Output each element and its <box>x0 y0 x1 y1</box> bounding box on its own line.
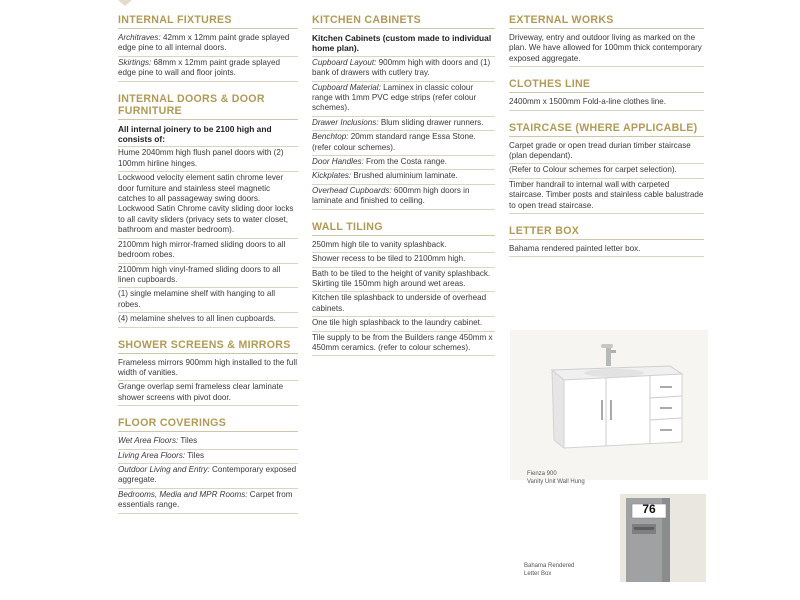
spec-row: Lockwood velocity element satin chrome lever door furniture and stainless steel magnetic catches to all passageway swing doors. Lockwood Satin Chrome cavity sliding door locks to all cavity sliders (privacy sets to water closet, bathroom and master bedroom). <box>118 172 298 238</box>
spec-row: Cupboard Layout: 900mm high with doors and (1) bank of drawers with cutlery tray. <box>312 57 495 82</box>
section-shower-screens <box>118 339 298 407</box>
section-internal-fixtures <box>118 14 298 82</box>
spec-row: (4) melamine shelves to all linen cupboards. <box>118 313 298 327</box>
section-floor-coverings <box>118 417 298 513</box>
section-title: CLOTHES LINE <box>509 78 704 93</box>
spec-row: Timber handrail to internal wall with carpeted staircase. Timber posts and stainless cable balustrade to open tread staircase. <box>509 179 704 214</box>
section-title: SHOWER SCREENS & MIRRORS <box>118 339 298 354</box>
spec-row: Grange overlap semi frameless clear laminate shower screens with pivot door. <box>118 381 298 406</box>
section-clothes-line <box>509 78 704 110</box>
spec-row: Drawer Inclusions: Blum sliding drawer runners. <box>312 117 495 131</box>
spec-row: 2400mm x 1500mm Fold-a-line clothes line. <box>509 96 704 110</box>
spec-row: Benchtop: 20mm standard range Essa Stone. (refer colour schemes). <box>312 131 495 156</box>
spec-row: 2100mm high mirror-framed sliding doors to all bedroom robes. <box>118 239 298 264</box>
column-middle <box>312 14 495 367</box>
section-staircase <box>509 122 704 214</box>
spec-row: Wet Area Floors: Tiles <box>118 435 298 449</box>
section-title: STAIRCASE (WHERE APPLICABLE) <box>509 122 704 137</box>
vanity-caption: Fienza 900 Vanity Unit Wall Hung <box>527 471 585 485</box>
section-title: FLOOR COVERINGS <box>118 417 298 432</box>
spec-row: Outdoor Living and Entry: Contemporary exposed aggregate. <box>118 464 298 489</box>
column-right <box>509 14 704 268</box>
spec-row: Door Handles: From the Costa range. <box>312 156 495 170</box>
spec-row: 2100mm high vinyl-framed sliding doors to all linen cupboards. <box>118 264 298 289</box>
spec-row: Bath to be tiled to the height of vanity splashback. Skirting tile 150mm high around wet areas. <box>312 268 495 293</box>
letterbox-image <box>620 494 706 582</box>
corner-mark-icon <box>118 0 132 6</box>
section-title: INTERNAL FIXTURES <box>118 14 298 29</box>
spec-row: Bedrooms, Media and MPR Rooms: Carpet from essentials range. <box>118 489 298 514</box>
spec-row: One tile high splashback to the laundry cabinet. <box>312 317 495 331</box>
spec-row: (1) single melamine shelf with hanging to all robes. <box>118 288 298 313</box>
section-title: KITCHEN CABINETS <box>312 14 495 29</box>
spec-row: Overhead Cupboards: 600mm high doors in laminate and finished to ceiling. <box>312 185 495 210</box>
section-letter-box <box>509 225 704 257</box>
spec-row: Shower recess to be tiled to 2100mm high. <box>312 253 495 267</box>
column-left <box>118 14 298 525</box>
section-title: WALL TILING <box>312 221 495 236</box>
spec-row: Kitchen tile splashback to underside of overhead cabinets. <box>312 292 495 317</box>
spec-row: 250mm high tile to vanity splashback. <box>312 239 495 253</box>
spec-row: Tile supply to be from the Builders range 450mm x 450mm ceramics. (refer to colour schemes). <box>312 332 495 357</box>
spec-row: Bahama rendered painted letter box. <box>509 243 704 257</box>
spec-row: Cupboard Material: Laminex in classic colour range with 1mm PVC edge strips (refer colour schemes). <box>312 82 495 117</box>
vanity-unit-icon <box>510 330 708 480</box>
section-title: LETTER BOX <box>509 225 704 240</box>
letterbox-number: 76 <box>642 502 656 516</box>
section-internal-doors <box>118 93 298 328</box>
section-title: EXTERNAL WORKS <box>509 14 704 29</box>
section-intro: Kitchen Cabinets (custom made to individual home plan). <box>312 32 495 57</box>
section-title: INTERNAL DOORS & DOOR FURNITURE <box>118 93 298 120</box>
spec-row: Driveway, entry and outdoor living as marked on the plan. We have allowed for 100mm thick contemporary exposed aggregate. <box>509 32 704 67</box>
section-intro: All internal joinery to be 2100 high and consists of: <box>118 123 298 148</box>
spec-row: Kickplates: Brushed aluminium laminate. <box>312 170 495 184</box>
letterbox-caption: Bahama Rendered Letter Box <box>524 563 575 577</box>
spec-row: Carpet grade or open tread durian timber staircase (plan dependant). <box>509 140 704 165</box>
spec-row: Hume 2040mm high flush panel doors with (2) 100mm hirline hinges. <box>118 147 298 172</box>
spec-row: Living Area Floors: Tiles <box>118 450 298 464</box>
spec-row: Architraves: 42mm x 12mm paint grade splayed edge pine to all internal doors. <box>118 32 298 57</box>
vanity-image <box>510 330 708 480</box>
spec-row: Frameless mirrors 900mm high installed to the full width of vanities. <box>118 357 298 382</box>
section-wall-tiling <box>312 221 495 357</box>
section-external-works <box>509 14 704 67</box>
section-kitchen-cabinets <box>312 14 495 210</box>
spec-row: (Refer to Colour schemes for carpet selection). <box>509 164 704 178</box>
spec-row: Skirtings: 68mm x 12mm paint grade splayed edge pine to wall and floor joints. <box>118 57 298 82</box>
